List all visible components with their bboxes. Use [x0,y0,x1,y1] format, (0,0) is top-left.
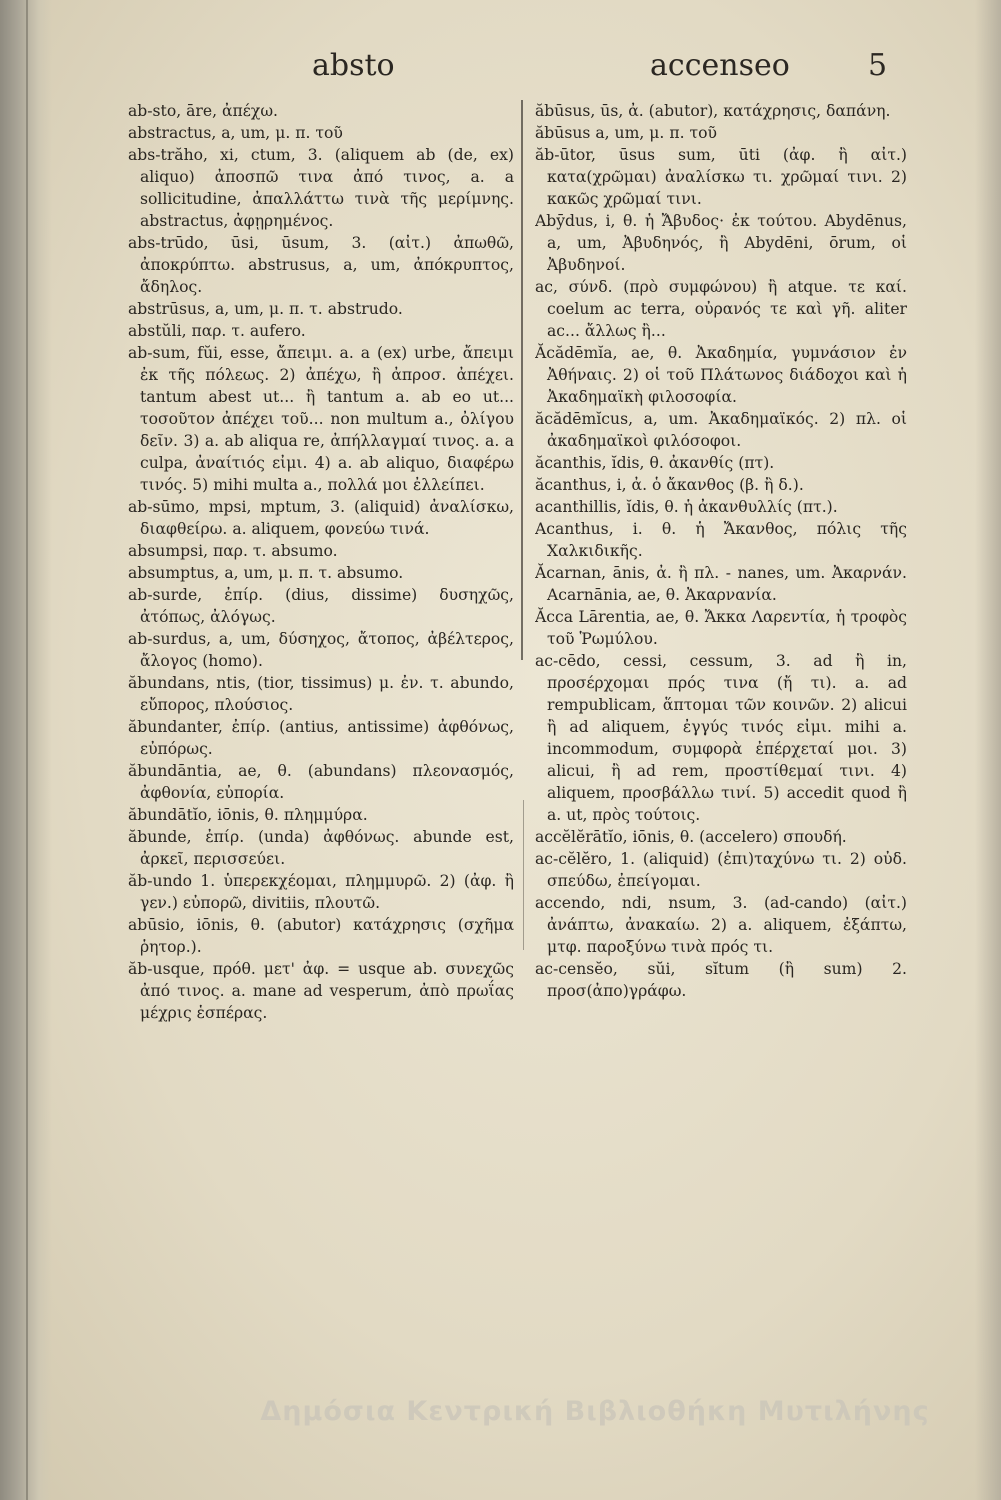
dictionary-entry: ab-surdus, a, um, δύσηχος, ἄτοπος, ἀβέλτερος, ἄλογος (homo). [128,630,514,670]
dictionary-entry: ab-sto, āre, ἀπέχω. [128,102,278,120]
dictionary-entry: ăb-undo 1. ὑπερεκχέομαι, πλημμυρῶ. 2) (ἀφ. ἢ γεν.) εὐπορῶ, divitiis, πλουτῶ. [128,872,514,912]
binding-edge-line [26,0,28,1500]
dictionary-entry: Ăcarnan, ānis, ἀ. ἢ πλ. - nanes, um. Ἀκαρνάν. Acarnānia, ae, θ. Ἀκαρνανία. [535,564,907,604]
left-guide-word: absto [312,48,395,83]
library-watermark: Δημόσια Κεντρική Βιβλιοθήκη Μυτιλήνης [260,1396,930,1427]
dictionary-entry: ăbūsus, ūs, ἀ. (abutor), κατάχρησις, δαπάνη. [535,102,891,120]
dictionary-entry: ăbunde, ἐπίρ. (unda) ἀφθόνως. abunde est, ἀρκεῖ, περισσεύει. [128,828,514,868]
dictionary-entry: ac-cēdo, cessi, cessum, 3. ad ἢ in, προσέρχομαι πρός τινα (ἤ τι). a. ad rempublicam, ἅπτομαι τῶν κοινῶν. 2) alicui ἢ ad aliquem, ἐγγύς τινός εἰμι. mihi a. incommodum, συμφορὰ ἐπέρχεταί μοι. 3) alicui, ἢ ad rem, προστίθεμαί τινι. 4) aliquem, προσβάλλω τινί. 5) accedit quod ἢ a. ut, πρὸς τούτοις. [535,652,907,824]
column-divider-lower [523,800,524,950]
dictionary-entry: ab-surde, ἐπίρ. (dius, dissime) δυσηχῶς, ἀτόπως, ἀλόγως. [128,586,514,626]
page-number: 5 [868,48,888,83]
left-column [128,100,514,1490]
dictionary-entry: accĕlĕrātĭo, iōnis, θ. (accelero) σπουδή. [535,828,847,846]
right-guide-word: accenseo [650,48,790,83]
dictionary-entry: abs-trūdo, ūsi, ūsum, 3. (αἰτ.) ἀπωθῶ, ἀποκρύπτω. abstrusus, a, um, ἀπόκρυπτος, ἄδηλος. [128,234,514,296]
running-header [0,48,1001,98]
dictionary-entry: acanthillis, ĭdis, θ. ἡ ἀκανθυλλίς (πτ.). [535,498,838,516]
dictionary-entry: Ăcca Lārentia, ae, θ. Ἄκκα Λαρεντία, ἡ τροφὸς τοῦ Ῥωμύλου. [535,608,907,648]
dictionary-entry: ăbundanter, ἐπίρ. (antius, antissime) ἀφθόνως, εὐπόρως. [128,718,514,758]
dictionary-entry: abūsio, iōnis, θ. (abutor) κατάχρησις (σχῆμα ῥητορ.). [128,916,514,956]
dictionary-entry: ăcanthus, i, ἀ. ὁ ἄκανθος (β. ἢ δ.). [535,476,804,494]
column-divider [521,100,523,660]
dictionary-entry: Abȳdus, i, θ. ἡ Ἄβυδος· ἐκ τούτου. Abydēnus, a, um, Ἀβυδηνός, ἢ Abydēni, ōrum, οἱ Ἀβυδηνοί. [535,212,907,274]
dictionary-entry: ac, σύνδ. (πρὸ συμφώνου) ἢ atque. τε καί. coelum ac terra, οὐρανός τε καὶ γῆ. aliter ac... ἄλλως ἢ... [535,278,907,340]
dictionary-entry: ăbūsus a, um, μ. π. τοῦ [535,124,717,142]
dictionary-entry: ab-sum, fŭi, esse, ἄπειμι. a. a (ex) urbe, ἄπειμι ἐκ τῆς πόλεως. 2) ἀπέχω, ἢ ἀπροσ. ἀπέχει. tantum abest ut... ἢ tantum a. ab eo ut... τοσοῦτον ἀπέχει τοῦ... non multum a., ὀλίγου δεῖν. 3) a. ab aliqua re, ἀπήλλαγμαί τινος. a. a culpa, ἀναίτιός εἰμι. 4) a. ab aliquo, διαφέρω τινός. 5) mihi multa a., πολλά μοι ἐλλείπει. [128,344,514,494]
dictionary-entry: ăbundātĭo, iōnis, θ. πλημμύρα. [128,806,368,824]
dictionary-entry: absumpsi, παρ. τ. absumo. [128,542,338,560]
page-edge-shadow [975,0,1001,1500]
dictionary-entry: ab-sūmo, mpsi, mptum, 3. (aliquid) ἀναλίσκω, διαφθείρω. a. aliquem, φονεύω τινά. [128,498,514,538]
dictionary-entry: Acanthus, i. θ. ἡ Ἄκανθος, πόλις τῆς Χαλκιδικῆς. [535,520,907,560]
right-column [535,100,907,1490]
dictionary-entry: ăbundans, ntis, (tior, tissimus) μ. ἐν. τ. abundo, εὔπορος, πλούσιος. [128,674,514,714]
dictionary-entry: abstŭli, παρ. τ. aufero. [128,322,306,340]
dictionary-entry: ac-censĕo, sŭi, sĭtum (ἢ sum) 2. προσ(ἀπο)γράφω. [535,960,907,1000]
dictionary-entry: absumptus, a, um, μ. π. τ. absumo. [128,564,404,582]
dictionary-entry: ăcădēmĭcus, a, um. Ἀκαδημαϊκός. 2) πλ. οἱ ἀκαδημαϊκοὶ φιλόσοφοι. [535,410,907,450]
dictionary-entry: abs-trăho, xi, ctum, 3. (aliquem ab (de, ex) aliquo) ἀποσπῶ τινα ἀπό τινος, a. a sollicitudine, ἀπαλλάττω τινὰ τῆς μερίμνης. abstractus, ἀφῃρημένος. [128,146,514,230]
dictionary-entry: ac-cĕlĕro, 1. (aliquid) (ἐπι)ταχύνω τι. 2) οὐδ. σπεύδω, ἐπείγομαι. [535,850,907,890]
dictionary-entry: Ăcădēmĭa, ae, θ. Ἀκαδημία, γυμνάσιον ἐν Ἀθήναις. 2) οἱ τοῦ Πλάτωνος διάδοχοι καὶ ἡ Ἀκαδημαϊκὴ φιλοσοφία. [535,344,907,406]
dictionary-entry: ăcanthis, ĭdis, θ. ἀκανθίς (πτ). [535,454,775,472]
dictionary-entry: ăbundāntia, ae, θ. (abundans) πλεονασμός, ἀφθονία, εὐπορία. [128,762,514,802]
dictionary-entry: abstractus, a, um, μ. π. τοῦ [128,124,343,142]
dictionary-entry: abstrūsus, a, um, μ. π. τ. abstrudo. [128,300,403,318]
dictionary-entry: ăb-ūtor, ūsus sum, ūti (ἀφ. ἢ αἰτ.) κατα(χρῶμαι) ἀναλίσκω τι. χρῶμαί τινι. 2) κακῶς χρῶμαί τινι. [535,146,907,208]
dictionary-entry: accendo, ndi, nsum, 3. (ad-cando) (αἰτ.) ἀνάπτω, ἀνακαίω. 2) a. aliquem, ἐξάπτω, μτφ. παροξύνω τινὰ πρός τι. [535,894,907,956]
dictionary-entry: ăb-usque, πρόθ. μετ' ἀφ. = usque ab. συνεχῶς ἀπό τινος. a. mane ad vesperum, ἀπὸ πρωΐας μέχρις ἑσπέρας. [128,960,514,1022]
